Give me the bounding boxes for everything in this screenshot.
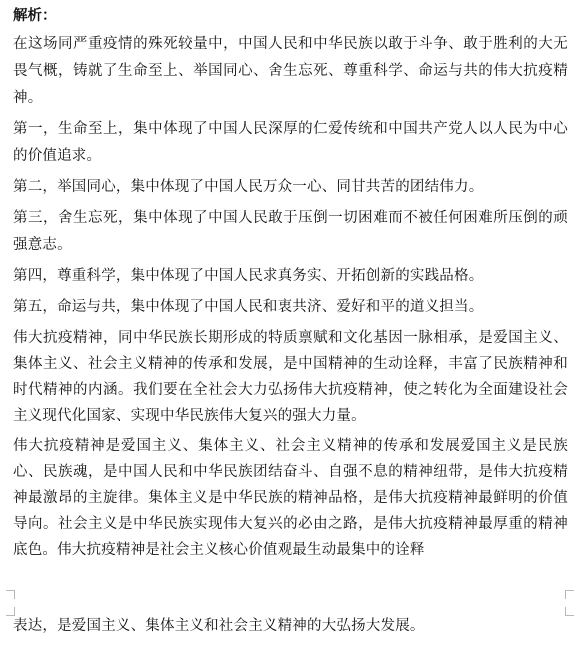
paragraph-point-5: 第五，命运与共，集中体现了中国人民和衷共济、爱好和平的道义担当。 [13,299,484,315]
paragraph-point-2: 第二，举国同心，集中体现了中国人民万众一心、同甘共苦的团结伟力。 [13,179,484,195]
page-break [0,598,580,606]
document-body [13,5,568,567]
analysis-heading: 解析： [13,8,57,24]
paragraph-point-3: 第三，舍生忘死，集中体现了中国人民敢于压倒一切困难而不被任何困难所压倒的顽强意志。 [13,210,568,253]
paragraph-intro: 在这场同严重疫情的殊死较量中，中国人民和中华民族以敢于斗争、敢于胜利的大无畏气概，铸就了生命至上、举国同心、舍生忘死、尊重科学、命运与共的伟大抗疫精神。 [13,36,568,106]
paragraph-spirit-development: 伟大抗疫精神是爱国主义、集体主义、社会主义精神的传承和发展爱国主义是民族心、民族魂，是中国人民和中华民族团结奋斗、自强不息的精神纽带，是伟大抗疫精神最激昂的主旋律。集体主义是中华民族的精神品格，是伟大抗疫精神最鲜明的价值导向。社会主义是中华民族实现伟大复兴的必由之路，是伟大抗疫精神最厚重的精神底色。伟大抗疫精神是社会主义核心价值观最生动最集中的诠释 [13,438,568,558]
paragraph-point-1: 第一，生命至上，集中体现了中国人民深厚的仁爱传统和中国共产党人以人民为中心的价值追求。 [13,121,568,164]
page-corner-mark [6,590,15,599]
paragraph-continuation: 表达，是爱国主义、集体主义和社会主义精神的大弘扬大发展。 [13,618,425,634]
page-corner-mark [565,590,574,599]
paragraph-spirit-inheritance: 伟大抗疫精神，同中华民族长期形成的特质禀赋和文化基因一脉相承，是爱国主义、集体主义、社会主义精神的传承和发展，是中国精神的生动诠释，丰富了民族精神和时代精神的内涵。我们要在全社会大力弘扬伟大抗疫精神，使之转化为全面建设社会主义现代化国家、实现中华民族伟大复兴的强大力量。 [13,330,568,424]
paragraph-point-4: 第四，尊重科学，集中体现了中国人民求真务实、开拓创新的实践品格。 [13,268,484,284]
